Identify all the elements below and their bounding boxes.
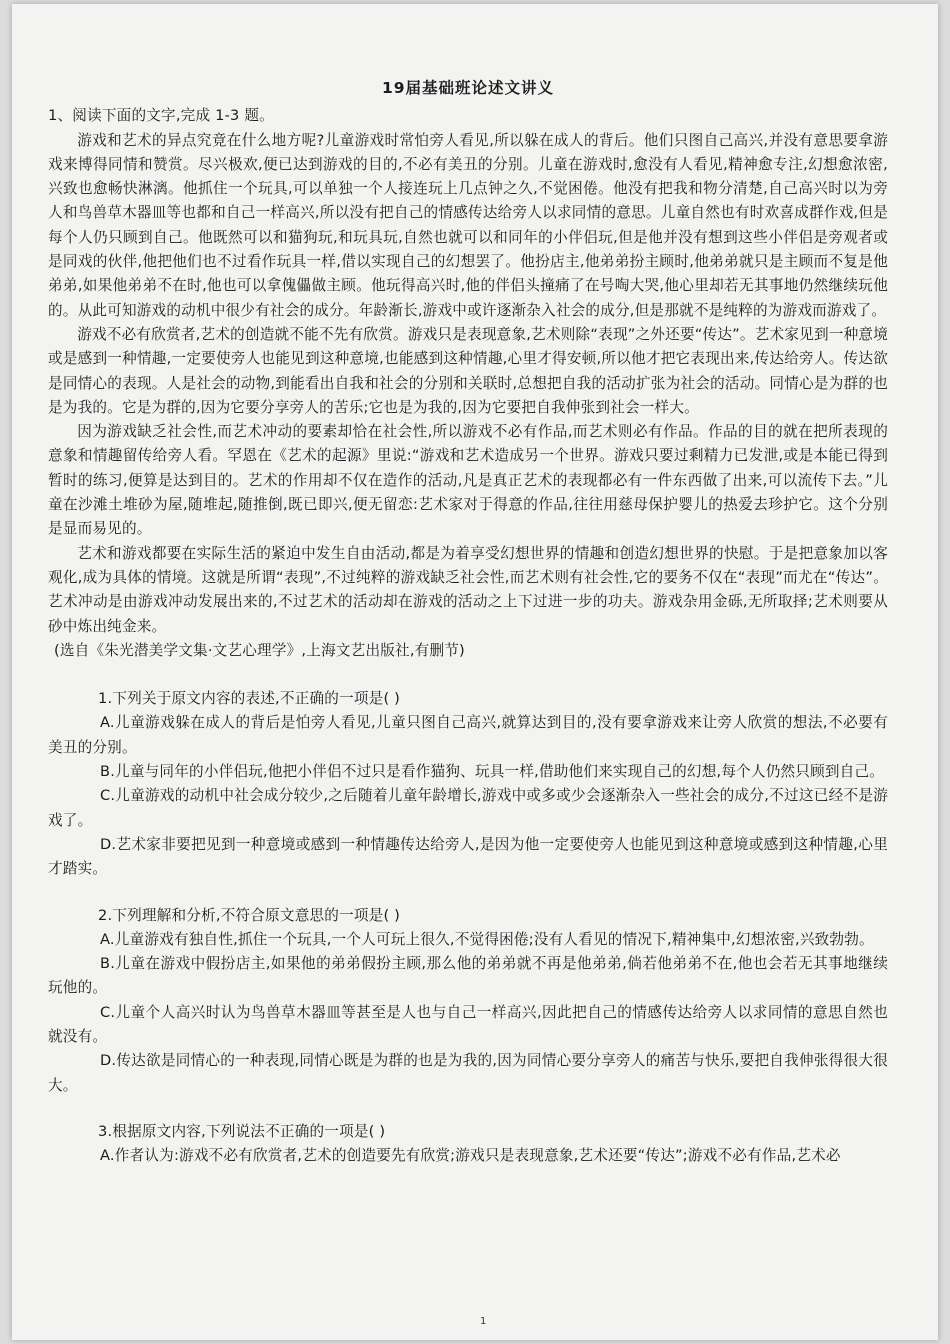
option-d: D.传达欲是同情心的一种表现,同情心既是为群的也是为我的,因为同情心要分享旁人的痛苦与快乐,要把自我伸张得很大很大。 — [48, 1052, 888, 1094]
passage-paragraph-3: 因为游戏缺乏社会性,而艺术冲动的要素却恰在社会性,所以游戏不必有作品,而艺术则必有作品。作品的目的就在把所表现的意象和情趣留传给旁人看。罕恩在《艺术的起源》里说:“游戏和艺术造成另一个世界。游戏只要过剩精力已发泄,或是本能已得到暂时的练习,便算是达到目的。艺术的作用却不仅在造作的活动,凡是真正艺术的表现都必有一件东西做了出来,可以流传下去。”儿童在沙滩土堆砂为屋,随堆起,随推倒,既已即兴,便无留恋:艺术家对于得意的作品,往往用慈母保护婴儿的热爱去珍护它。这个分别是显而易见的。 — [48, 423, 888, 538]
passage-source: (选自《朱光潜美学文集·文艺心理学》,上海文艺出版社,有删节) — [54, 641, 465, 659]
page-number: 1 — [480, 1316, 487, 1327]
option-a: A.儿童游戏有独自性,抓住一个玩具,一个人可玩上很久,不觉得困倦;没有人看见的情况下,精神集中,幻想浓密,兴致勃勃。 — [100, 930, 874, 948]
question-intro: 1、阅读下面的文字,完成 1-3 题。 — [48, 107, 274, 125]
question-stem: 3.根据原文内容,下列说法不正确的一项是( ) — [98, 1122, 386, 1140]
passage-paragraph-2: 游戏不必有欣赏者,艺术的创造就不能不先有欣赏。游戏只是表现意象,艺术则除“表现”之外还要“传达”。艺术家见到一种意境或是感到一种情趣,一定要使旁人也能见到这种意境,也能感到这种情趣,心里才得安顿,所以他才把它表现出来,传达给旁人。传达欲是同情心的表现。人是社会的动物,到能看出自我和社会的分别和关联时,总想把自我的活动扩张为社会的活动。同情心是为群的也是为我的。它是为群的,因为它要分享旁人的苦乐;它也是为我的,因为它要把自我伸张到社会一样大。 — [48, 325, 888, 416]
question-1 — [48, 687, 888, 881]
question-2 — [48, 904, 888, 1098]
option-c: C.儿童个人高兴时认为鸟兽草木器皿等甚至是人也与自己一样高兴,因此把自己的情感传达给旁人以求同情的意思自然也就没有。 — [48, 1003, 888, 1045]
page-title: 19届基础班论述文讲义 — [381, 79, 555, 97]
option-b: B.儿童与同年的小伴侣玩,他把小伴侣不过只是看作猫狗、玩具一样,借助他们来实现自己的幻想,每个人仍然只顾到自己。 — [100, 763, 885, 781]
question-3 — [48, 1120, 888, 1169]
option-a: A.作者认为:游戏不必有欣赏者,艺术的创造要先有欣赏;游戏只是表现意象,艺术还要“传达”;游戏不必有作品,艺术必 — [100, 1147, 841, 1165]
option-d: D.艺术家非要把见到一种意境或感到一种情趣传达给旁人,是因为他一定要使旁人也能见到这种意境或感到这种情趣,心里才踏实。 — [48, 835, 888, 878]
option-b: B.儿童在游戏中假扮店主,如果他的弟弟假扮主顾,那么他的弟弟就不再是他弟弟,倘若他弟弟不在,他也会若无其事地继续玩他的。 — [48, 955, 888, 997]
page-content — [48, 76, 888, 1190]
option-a: A.儿童游戏躲在成人的背后是怕旁人看见,儿童只图自己高兴,就算达到目的,没有要拿游戏来让旁人欣赏的想法,不必要有美丑的分别。 — [48, 714, 888, 756]
passage-paragraph-4: 艺术和游戏都要在实际生活的紧迫中发生自由活动,都是为着享受幻想世界的情趣和创造幻想世界的快慰。于是把意象加以客观化,成为具体的情境。这就是所谓“表现”,不过纯粹的游戏缺乏社会性,而艺术则有社会性,它的要务不仅在“表现”而尤在“传达”。艺术冲动是由游戏冲动发展出来的,不过艺术的活动却在游戏的活动之上下过进一步的功夫。游戏杂用金砾,无所取择;艺术则要从砂中炼出纯金来。 — [48, 544, 888, 635]
question-stem: 1.下列关于原文内容的表述,不正确的一项是( ) — [98, 690, 401, 708]
question-stem: 2.下列理解和分析,不符合原文意思的一项是( ) — [98, 906, 401, 924]
option-c: C.儿童游戏的动机中社会成分较少,之后随着儿童年龄增长,游戏中或多或少会逐渐杂入一些社会的成分,不过这已经不是游戏了。 — [48, 787, 888, 829]
document-page — [12, 4, 938, 1340]
passage-paragraph-1: 游戏和艺术的异点究竟在什么地方呢?儿童游戏时常怕旁人看见,所以躲在成人的背后。他们只图自己高兴,并没有意思要拿游戏来博得同情和赞赏。尽兴极欢,便已达到游戏的目的,不必有美丑的分别。儿童在游戏时,愈没有人看见,精神愈专注,幻想愈浓密,兴致也愈畅快淋漓。他抓住一个玩具,可以单独一个人接连玩上几点钟之久,不觉困倦。他没有把我和物分清楚,自己高兴时以为旁人和鸟兽草木器皿等也都和自己一样高兴,所以没有把自己的情感传达给旁人以求同情的意思。儿童自然也有时欢喜成群作戏,但是每个人仍只顾到自己。他既然可以和猫狗玩,和玩具玩,自然也就可以和同年的小伴侣玩,但是他并没有想到这些小伴侣是旁观者或是同戏的伙伴,他把他们也不过看作玩具一样,借以实现自己的幻想罢了。他扮店主,他弟弟扮主顾时,他弟弟就只是主顾而不复是他弟弟,如果他弟弟不在时,他也可以拿傀儡做主顾。他玩得高兴时,他的伴侣头撞痛了在号啕大哭,他心里却若无其事地仍然继续玩他的。从此可知游戏的动机中很少有社会的成分。年龄渐长,游戏中或许逐渐杂入社会的成分,但是那就不是纯粹的为游戏而游戏了。 — [48, 131, 888, 319]
